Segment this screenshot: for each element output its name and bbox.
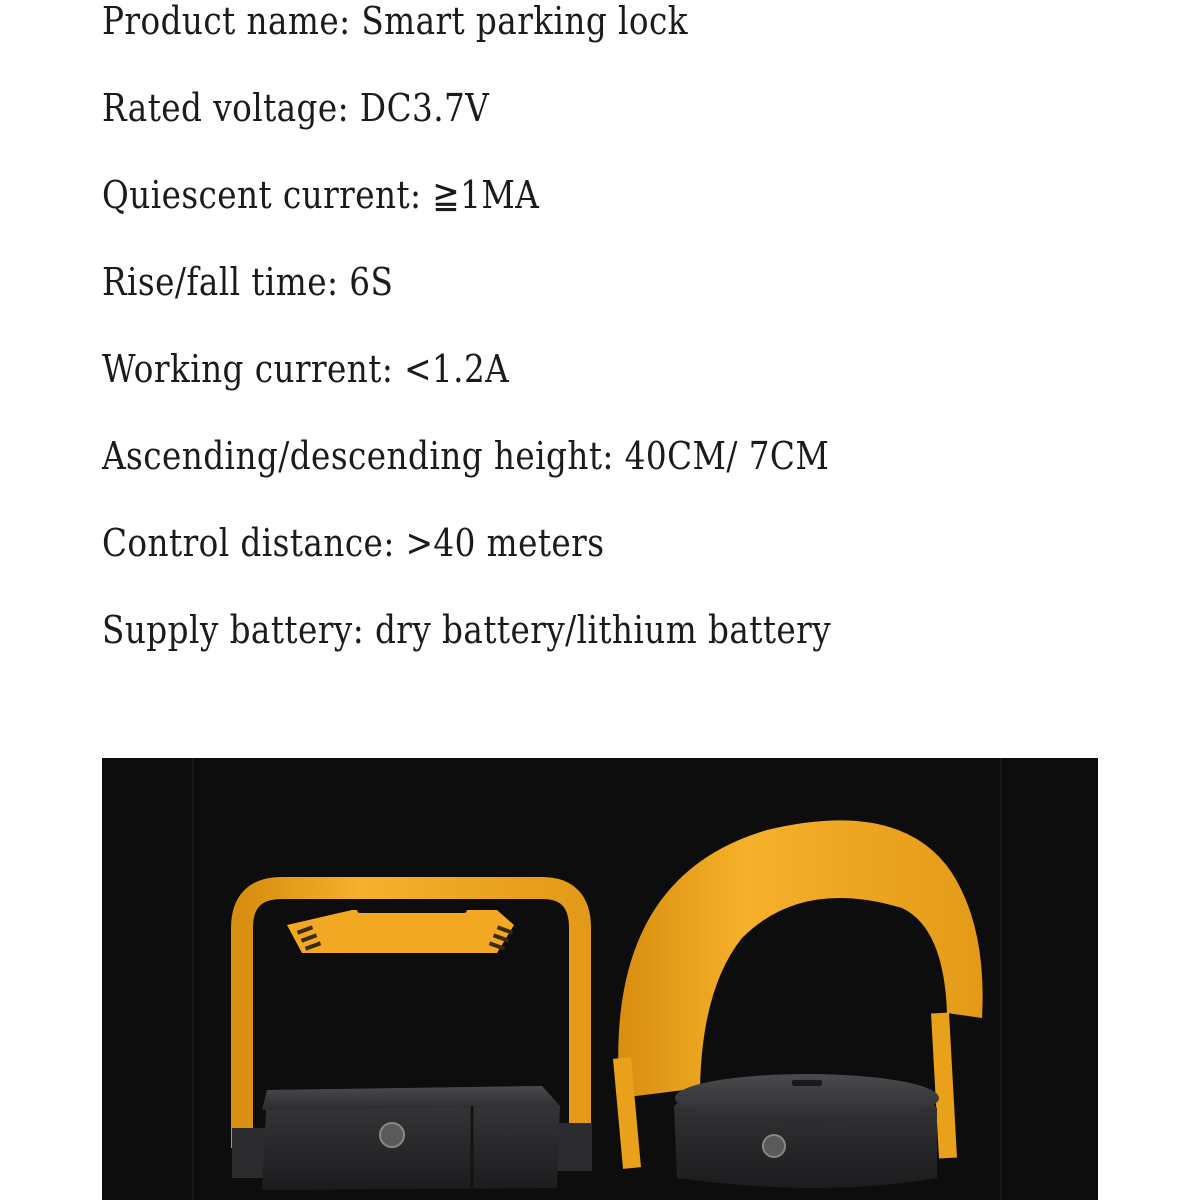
spec-rated-voltage: Rated voltage: DC3.7V	[102, 86, 490, 130]
square-parking-lock	[232, 888, 592, 1190]
spec-height: Ascending/descending height: 40CM/ 7CM	[102, 434, 830, 478]
spec-quiescent-current: Quiescent current: ≧1MA	[102, 173, 540, 217]
spec-rise-fall-time: Rise/fall time: 6S	[102, 260, 394, 304]
spec-control-distance: Control distance: >40 meters	[102, 521, 605, 565]
spec-product-name: Product name: Smart parking lock	[102, 0, 688, 43]
spec-working-current: Working current: <1.2A	[102, 347, 510, 391]
spec-supply-battery: Supply battery: dry battery/lithium battery	[102, 608, 832, 652]
round-parking-lock	[618, 820, 982, 1188]
product-photo	[102, 758, 1098, 1200]
